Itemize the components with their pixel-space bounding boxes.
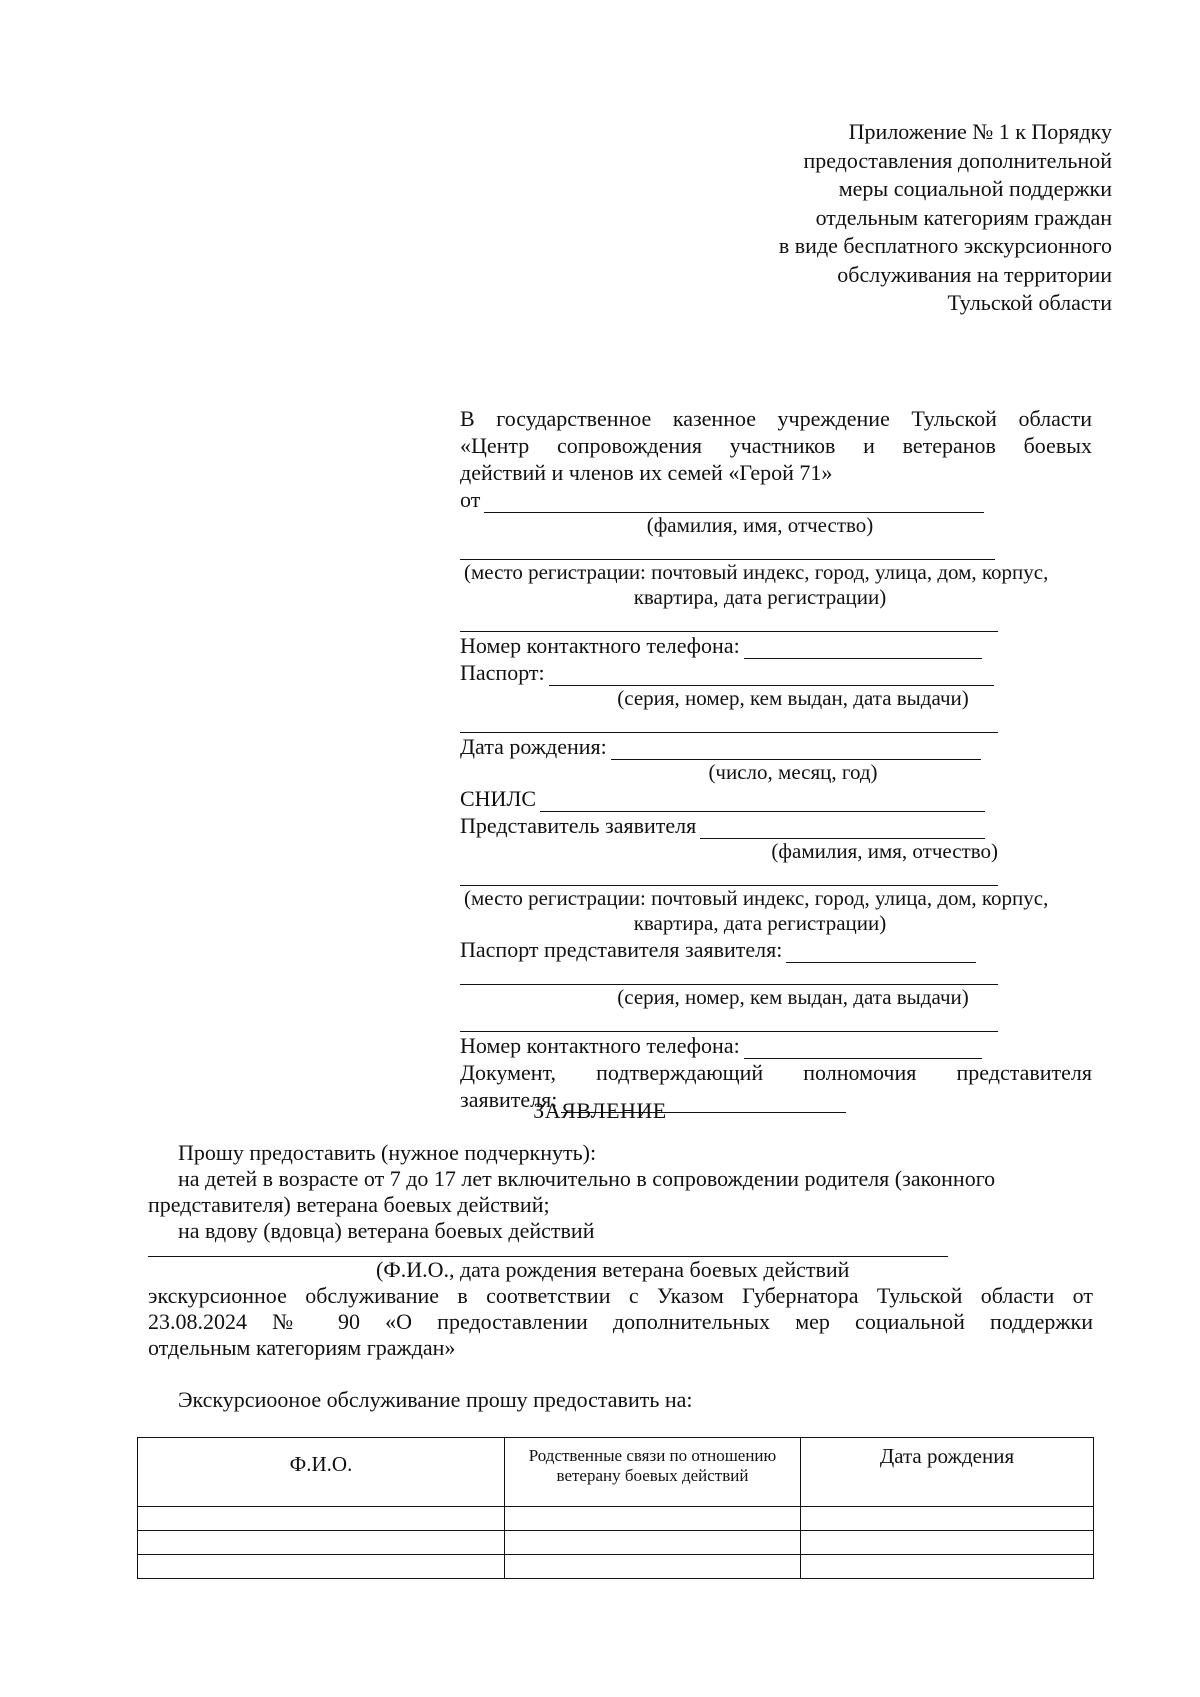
passport-field-2[interactable] (460, 711, 998, 733)
table-row (138, 1507, 1094, 1531)
rep-passport-caption: (серия, номер, кем выдан, дата выдачи) (617, 985, 969, 1009)
table-cell[interactable] (801, 1555, 1094, 1579)
spacer (148, 1361, 1093, 1387)
table-cell[interactable] (138, 1555, 505, 1579)
from-row (460, 486, 1092, 513)
annex-line: Приложение № 1 к Порядку (848, 119, 1112, 144)
annex-line: меры социальной поддержки (838, 176, 1112, 201)
col-birth-header: Дата рождения (801, 1438, 1094, 1507)
annex-line: отдельным категориям граждан (815, 204, 1112, 230)
rep-phone-row (460, 1032, 1092, 1059)
annex-line: обслуживания на территории (837, 261, 1112, 287)
applicant-fio-field[interactable] (484, 491, 984, 513)
annex-header (552, 118, 1112, 318)
rep-passport-field-3[interactable] (460, 1010, 998, 1032)
registration-caption-1: (место регистрации: почтовый индекс, город, улица, дом, корпус, (464, 560, 1049, 584)
rep-passport-field-2[interactable] (460, 963, 998, 985)
birth-label: Дата рождения: (460, 734, 607, 759)
birth-row (460, 733, 1092, 760)
table-header-row (138, 1438, 1094, 1507)
from-label: от (460, 487, 481, 512)
fio-caption: (фамилия, имя, отчество) (646, 513, 874, 537)
rep-passport-field[interactable] (786, 941, 976, 963)
statement-p4a: экскурсионное обслуживание в соответствии с Указом Губернатора Тульской области от (148, 1283, 1093, 1308)
rep-label: Представитель заявителя (460, 813, 697, 838)
veteran-field[interactable] (148, 1246, 948, 1257)
beneficiaries-table (137, 1437, 1094, 1579)
snils-field[interactable] (540, 790, 985, 812)
passport-field[interactable] (549, 664, 994, 686)
snils-row (460, 785, 1092, 812)
rep-passport-row (460, 936, 1092, 963)
rep-phone-label: Номер контактного телефона: (460, 1033, 740, 1058)
addressee-line: действий и членов их семей «Герой 71» (460, 460, 833, 485)
annex-line: Тульской области (947, 290, 1112, 315)
addressee-line: В государственное казенное учреждение Тульской области (460, 406, 1092, 431)
veteran-caption: (Ф.И.О., дата рождения ветерана боевых действий (376, 1257, 850, 1282)
statement-p2 (148, 1166, 1093, 1192)
doc-word: подтверждающий (596, 1060, 764, 1085)
rep-row (460, 812, 1092, 839)
phone-field[interactable] (744, 637, 982, 659)
statement-text: на вдову (вдовца) ветерана боевых действий (178, 1218, 595, 1243)
phone-label: Номер контактного телефона: (460, 633, 740, 658)
statement-p2b: представителя) ветерана боевых действий; (148, 1192, 550, 1217)
phone-row (460, 632, 1092, 659)
doc-word: представителя (956, 1060, 1092, 1085)
table-cell[interactable] (801, 1531, 1094, 1555)
table-row (138, 1531, 1094, 1555)
statement-body (148, 1140, 1093, 1413)
addressee-block (460, 405, 1092, 1113)
rep-registration-caption-2: квартира, дата регистрации) (633, 911, 887, 935)
passport-row (460, 659, 1092, 686)
col-fio-header: Ф.И.О. (138, 1438, 505, 1507)
rep-passport-label: Паспорт представителя заявителя: (460, 937, 783, 962)
table-cell[interactable] (505, 1507, 801, 1531)
doc-row (460, 1059, 1092, 1086)
annex-line: в виде бесплатного экскурсионного (778, 233, 1112, 258)
passport-label: Паспорт: (460, 660, 545, 685)
statement-p5 (148, 1387, 1093, 1413)
annex-line: предоставления дополнительной (803, 147, 1112, 173)
doc-label: заявителя: (460, 1087, 558, 1112)
statement-title: ЗАЯВЛЕНИЕ (533, 1098, 667, 1123)
rep-registration-field[interactable] (460, 864, 998, 886)
statement-p4c: отдельным категориям граждан» (148, 1335, 456, 1360)
statement-p3 (148, 1218, 1093, 1244)
table-cell[interactable] (138, 1507, 505, 1531)
rep-fio-field[interactable] (700, 817, 985, 839)
table-row (138, 1555, 1094, 1579)
addressee-line: «Центр сопровождения участников и ветеранов боевых (460, 433, 1092, 458)
statement-p1 (148, 1140, 1093, 1166)
table-cell[interactable] (801, 1507, 1094, 1531)
registration-field-2[interactable] (460, 610, 998, 632)
statement-text: на детей в возрасте от 7 до 17 лет включительно в сопровождении родителя (законного (178, 1166, 996, 1191)
passport-caption: (серия, номер, кем выдан, дата выдачи) (617, 686, 969, 710)
birth-caption: (число, месяц, год) (708, 760, 878, 784)
statement-text: Прошу предоставить (нужное подчеркнуть): (178, 1140, 597, 1165)
doc-word: Документ, (460, 1060, 557, 1085)
table-cell[interactable] (505, 1555, 801, 1579)
rep-phone-field[interactable] (744, 1037, 982, 1059)
rep-fio-caption: (фамилия, имя, отчество) (771, 839, 998, 863)
statement-p4b: 23.08.2024 № 90 «О предоставлении дополнительных мер социальной поддержки (148, 1309, 1093, 1334)
registration-caption-2: квартира, дата регистрации) (633, 585, 887, 609)
table-cell[interactable] (505, 1531, 801, 1555)
rep-registration-caption-1: (место регистрации: почтовый индекс, город, улица, дом, корпус, (464, 886, 1049, 910)
col-relation-header: Родственные связи по отношению ветерану боевых действий (505, 1438, 801, 1507)
doc-word: полномочия (803, 1060, 917, 1085)
table-cell[interactable] (138, 1531, 505, 1555)
snils-label: СНИЛС (460, 786, 537, 811)
birth-field[interactable] (611, 738, 981, 760)
statement-text: Экскурсиооное обслуживание прошу предоставить на: (178, 1387, 693, 1412)
registration-field[interactable] (460, 538, 995, 560)
